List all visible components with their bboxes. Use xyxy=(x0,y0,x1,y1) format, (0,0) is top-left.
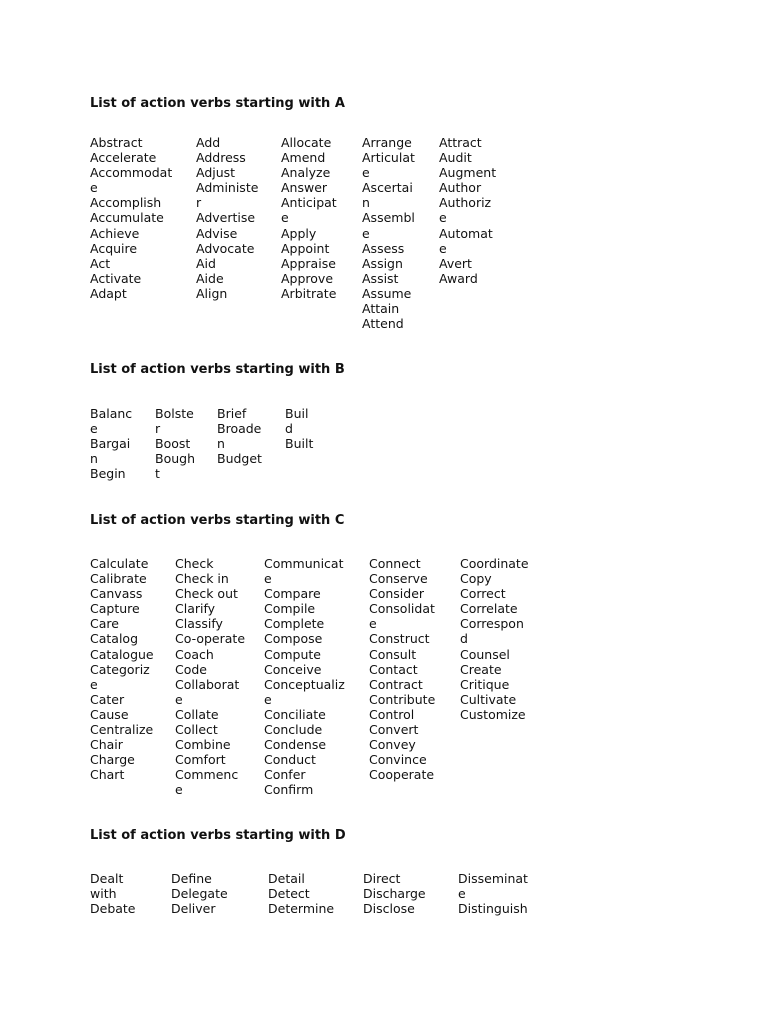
verb-column-d-5 xyxy=(458,871,528,916)
verb-line: Balanc xyxy=(90,406,133,421)
section-heading-c: List of action verbs starting with C xyxy=(90,513,345,528)
verb-line: Categoriz xyxy=(90,661,150,677)
verb-column-b-2 xyxy=(155,406,195,481)
verb-line: Collect xyxy=(175,722,218,738)
verb-line: Chair xyxy=(90,737,123,753)
verb-line: Condense xyxy=(264,737,327,753)
verb-line: Appoint xyxy=(281,240,330,256)
verb-line: Articulat xyxy=(362,150,415,166)
verb-column-b-1 xyxy=(90,406,132,481)
verb-line: Avert xyxy=(439,255,472,271)
verb-line: Compose xyxy=(264,631,323,647)
verb-line: Adjust xyxy=(196,165,236,181)
verb-line: Conceptualiz xyxy=(264,676,345,692)
verb-line: Catalog xyxy=(90,631,139,647)
verb-line: Amend xyxy=(281,150,326,166)
verb-line: Administe xyxy=(196,180,259,196)
verb-line: Attain xyxy=(362,301,400,317)
verb-column-d-4 xyxy=(363,871,426,916)
verb-line: d xyxy=(460,631,468,647)
verb-line: Conserve xyxy=(369,571,428,587)
verb-line: Audit xyxy=(439,150,472,166)
verb-line: Begin xyxy=(90,466,126,482)
verb-line: Buil xyxy=(285,406,309,421)
verb-line: Contract xyxy=(369,676,423,692)
verb-line: e xyxy=(439,210,447,226)
verb-line: Appraise xyxy=(281,255,336,271)
verb-line: Delegate xyxy=(171,886,228,902)
verb-line: e xyxy=(264,691,272,707)
verb-line: Advise xyxy=(196,225,238,241)
verb-line: Adapt xyxy=(90,285,127,301)
verb-line: Analyze xyxy=(281,165,331,181)
verb-line: Convert xyxy=(369,722,419,738)
verb-line: e xyxy=(458,886,466,902)
verb-line: Check out xyxy=(175,586,238,602)
verb-line: Bough xyxy=(155,451,196,467)
verb-line: with xyxy=(90,886,117,902)
verb-line: Address xyxy=(196,150,246,166)
verb-line: Align xyxy=(196,285,228,301)
verb-column-d-3 xyxy=(268,871,334,916)
verb-line: Customize xyxy=(460,706,526,722)
verb-line: Contact xyxy=(369,661,418,677)
verb-line: Code xyxy=(175,661,208,677)
verb-line: Correspon xyxy=(460,616,524,632)
verb-line: Counsel xyxy=(460,646,510,662)
verb-line: Complete xyxy=(264,616,325,632)
verb-line: e xyxy=(90,421,98,437)
verb-line: Bargai xyxy=(90,436,131,452)
verb-line: Activate xyxy=(90,270,142,286)
verb-column-a-1 xyxy=(90,135,172,301)
verb-line: Collaborat xyxy=(175,676,240,692)
verb-line: e xyxy=(90,676,98,692)
verb-line: Aid xyxy=(196,255,216,271)
verb-line: Capture xyxy=(90,601,140,617)
verb-line: Award xyxy=(439,270,478,286)
verb-line: Attend xyxy=(362,316,404,332)
verb-column-c-4 xyxy=(369,556,435,782)
verb-line: Conciliate xyxy=(264,706,326,722)
verb-line: Apply xyxy=(281,225,317,241)
verb-column-c-2 xyxy=(175,556,245,798)
verb-line: Charge xyxy=(90,752,135,768)
verb-line: Accumulate xyxy=(90,210,164,226)
verb-line: Brief xyxy=(217,406,247,421)
verb-line: Contribute xyxy=(369,691,436,707)
verb-line: d xyxy=(285,421,293,437)
verb-line: n xyxy=(90,451,98,467)
verb-line: Check in xyxy=(175,571,229,587)
verb-line: Aide xyxy=(196,270,224,286)
verb-line: Catalogue xyxy=(90,646,154,662)
verb-line: Arbitrate xyxy=(281,285,337,301)
verb-column-c-1 xyxy=(90,556,154,782)
verb-line: Anticipat xyxy=(281,195,337,211)
verb-line: e xyxy=(362,225,370,241)
section-heading-d: List of action verbs starting with D xyxy=(90,828,346,843)
verb-column-c-5 xyxy=(460,556,529,722)
verb-line: Acquire xyxy=(90,240,138,256)
verb-line: Communicat xyxy=(264,556,344,571)
verb-line: Comfort xyxy=(175,752,226,768)
section-heading-a: List of action verbs starting with A xyxy=(90,96,345,111)
verb-line: Consider xyxy=(369,586,425,602)
verb-line: Cooperate xyxy=(369,767,435,783)
verb-line: Compile xyxy=(264,601,316,617)
verb-line: Cultivate xyxy=(460,691,517,707)
verb-column-a-3 xyxy=(281,135,337,301)
verb-line: Coordinate xyxy=(460,556,529,571)
verb-line: Disclose xyxy=(363,901,415,917)
verb-line: e xyxy=(369,616,377,632)
verb-line: Authoriz xyxy=(439,195,492,211)
verb-line: Connect xyxy=(369,556,421,571)
verb-line: Determine xyxy=(268,901,335,917)
verb-line: Co-operate xyxy=(175,631,246,647)
verb-line: Add xyxy=(196,135,221,150)
verb-line: Collate xyxy=(175,706,219,722)
verb-line: e xyxy=(175,782,183,798)
verb-line: Calibrate xyxy=(90,571,147,587)
verb-line: Create xyxy=(460,661,502,677)
verb-line: Abstract xyxy=(90,135,143,150)
verb-line: Confer xyxy=(264,767,306,783)
verb-line: Bolste xyxy=(155,406,194,421)
verb-line: Arrange xyxy=(362,135,412,150)
verb-line: Achieve xyxy=(90,225,140,241)
verb-line: e xyxy=(362,165,370,181)
verb-line: r xyxy=(196,195,202,211)
verb-line: Conduct xyxy=(264,752,316,768)
verb-column-a-2 xyxy=(196,135,258,301)
verb-line: Act xyxy=(90,255,111,271)
verb-line: Detect xyxy=(268,886,310,902)
verb-line: Discharge xyxy=(363,886,426,902)
verb-line: Compute xyxy=(264,646,322,662)
verb-line: Convince xyxy=(369,752,427,768)
verb-line: Distinguish xyxy=(458,901,528,917)
verb-line: Broade xyxy=(217,421,262,437)
verb-line: Attract xyxy=(439,135,482,150)
verb-line: n xyxy=(217,436,225,452)
verb-line: Correct xyxy=(460,586,506,602)
verb-line: Check xyxy=(175,556,214,571)
verb-line: Disseminat xyxy=(458,871,528,886)
verb-line: Assess xyxy=(362,240,405,256)
verb-line: Augment xyxy=(439,165,497,181)
verb-line: Coach xyxy=(175,646,214,662)
verb-column-a-4 xyxy=(362,135,415,331)
verb-column-d-2 xyxy=(171,871,228,916)
verb-line: Deliver xyxy=(171,901,216,917)
verb-line: Chart xyxy=(90,767,125,783)
verb-line: e xyxy=(281,210,289,226)
verb-line: Convey xyxy=(369,737,416,753)
verb-line: n xyxy=(362,195,370,211)
verb-line: Confirm xyxy=(264,782,314,798)
verb-line: Answer xyxy=(281,180,328,196)
verb-line: Construct xyxy=(369,631,430,647)
verb-line: Approve xyxy=(281,270,334,286)
verb-line: Compare xyxy=(264,586,321,602)
verb-line: Assume xyxy=(362,285,412,301)
verb-line: Conclude xyxy=(264,722,323,738)
verb-line: Allocate xyxy=(281,135,332,150)
verb-line: Dealt xyxy=(90,871,124,886)
verb-line: e xyxy=(90,180,98,196)
verb-line: t xyxy=(155,466,160,482)
verb-line: Built xyxy=(285,436,314,452)
verb-column-a-5 xyxy=(439,135,496,286)
verb-column-d-1 xyxy=(90,871,136,916)
verb-line: Advertise xyxy=(196,210,256,226)
verb-line: Accelerate xyxy=(90,150,157,166)
verb-line: Consolidat xyxy=(369,601,435,617)
verb-line: e xyxy=(439,240,447,256)
verb-line: r xyxy=(155,421,161,437)
verb-line: Assembl xyxy=(362,210,415,226)
verb-line: Conceive xyxy=(264,661,322,677)
section-heading-b: List of action verbs starting with B xyxy=(90,362,345,377)
verb-line: Critique xyxy=(460,676,510,692)
verb-line: Cause xyxy=(90,706,129,722)
verb-column-b-4 xyxy=(285,406,313,451)
verb-line: Control xyxy=(369,706,415,722)
verb-line: Accomplish xyxy=(90,195,162,211)
verb-line: Calculate xyxy=(90,556,149,571)
verb-line: Accommodat xyxy=(90,165,173,181)
verb-line: Define xyxy=(171,871,212,886)
verb-line: Centralize xyxy=(90,722,154,738)
verb-line: Automat xyxy=(439,225,493,241)
verb-column-c-3 xyxy=(264,556,345,798)
verb-line: Assist xyxy=(362,270,399,286)
verb-line: Correlate xyxy=(460,601,518,617)
verb-line: Boost xyxy=(155,436,191,452)
verb-line: Care xyxy=(90,616,119,632)
verb-line: Direct xyxy=(363,871,401,886)
verb-line: Clarify xyxy=(175,601,216,617)
verb-line: Consult xyxy=(369,646,417,662)
verb-line: Copy xyxy=(460,571,492,587)
verb-line: Canvass xyxy=(90,586,143,602)
verb-column-b-3 xyxy=(217,406,262,466)
verb-line: Ascertai xyxy=(362,180,413,196)
verb-line: Assign xyxy=(362,255,403,271)
verb-line: Debate xyxy=(90,901,136,917)
verb-line: Commenc xyxy=(175,767,239,783)
verb-line: Advocate xyxy=(196,240,255,256)
verb-line: Combine xyxy=(175,737,231,753)
verb-line: Author xyxy=(439,180,482,196)
verb-line: e xyxy=(264,571,272,587)
verb-line: Classify xyxy=(175,616,223,632)
verb-line: Detail xyxy=(268,871,305,886)
verb-line: Budget xyxy=(217,451,262,467)
verb-line: Cater xyxy=(90,691,125,707)
verb-line: e xyxy=(175,691,183,707)
